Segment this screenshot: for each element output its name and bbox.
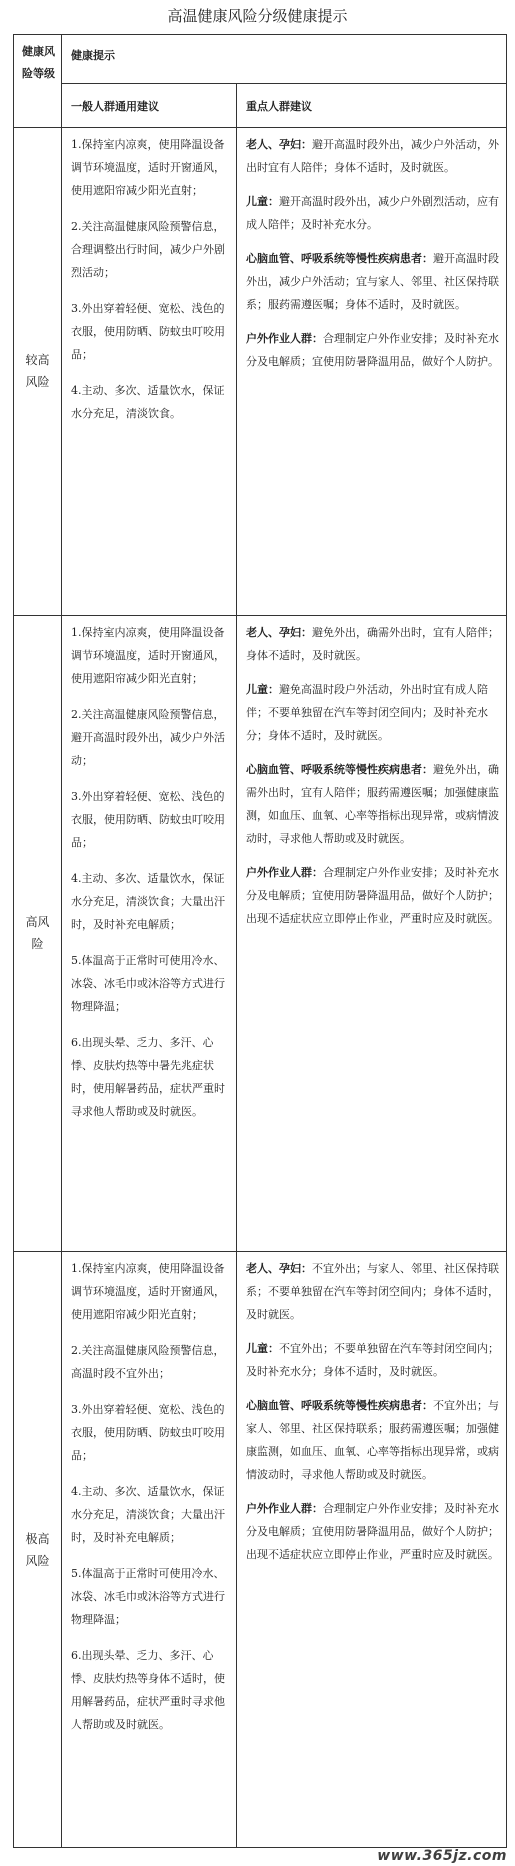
- group-advice: 不宜外出；与家人、邻里、社区保持联系；不要单独留在汽车等封闭空间内；身体不适时，及时就医。: [246, 1262, 499, 1321]
- key-advice-item: [246, 247, 500, 316]
- advice-item: 3.外出穿着轻便、宽松、浅色的衣服，使用防晒、防蚊虫叮咬用品；: [71, 790, 225, 849]
- key-advice-item: [246, 621, 500, 667]
- header-health-tips: 健康提示: [71, 49, 115, 62]
- general-advice-cell: [61, 617, 236, 1251]
- key-advice-item: [246, 327, 500, 373]
- advice-item: 3.外出穿着轻便、宽松、浅色的衣服，使用防晒、防蚊虫叮咬用品；: [71, 302, 225, 361]
- advice-item: 1.保持室内凉爽，使用降温设备调节环境温度，适时开窗通风，使用遮阳帘减少阳光直射；: [71, 138, 225, 197]
- key-advice-item: [246, 758, 500, 850]
- group-advice: 不宜外出；与家人、邻里、社区保持联系；服药需遵医嘱；加强健康监测，如血压、血氧、心率等指标出现异常，或病情波动时，寻求他人帮助或及时就医。: [246, 1399, 499, 1481]
- row-divider: [14, 615, 506, 616]
- general-advice-cell: [61, 129, 236, 615]
- group-advice: 避开高温时段外出，减少户外活动；宜与家人、邻里、社区保持联系；服药需遵医嘱；身体不适时，及时就医。: [246, 252, 499, 311]
- group-name: 心脑血管、呼吸系统等慢性疾病患者：: [246, 763, 433, 776]
- advice-item: 6.出现头晕、乏力、多汗、心悸、皮肤灼热等中暑先兆症状时，使用解暑药品，症状严重时寻求他人帮助或及时就医。: [71, 1036, 225, 1118]
- key-advice-item: [246, 190, 500, 236]
- risk-level-label: 较高风险: [25, 353, 50, 389]
- key-advice-cell: [236, 1253, 508, 1849]
- group-name: 儿童：: [246, 1342, 279, 1355]
- key-advice-item: [246, 1257, 500, 1326]
- key-advice-item: [246, 1497, 500, 1566]
- advice-item: 4.主动、多次、适量饮水，保证水分充足，清淡饮食；大量出汗时，及时补充电解质；: [71, 1485, 225, 1544]
- group-name: 儿童：: [246, 195, 279, 208]
- advice-item: 5.体温高于正常时可使用冷水、冰袋、冰毛巾或沐浴等方式进行物理降温；: [71, 1567, 225, 1626]
- site-watermark: www.365jz.com: [377, 1848, 507, 1864]
- row-divider: [14, 127, 506, 128]
- group-name: 老人、孕妇：: [246, 138, 312, 151]
- key-advice-item: [246, 861, 500, 930]
- advice-item: 2.关注高温健康风险预警信息，高温时段不宜外出；: [71, 1344, 225, 1380]
- key-advice-item: [246, 1337, 500, 1383]
- key-advice-item: [246, 133, 500, 179]
- page-title: 高温健康风险分级健康提示: [167, 7, 348, 25]
- general-advice-cell: [61, 1253, 236, 1849]
- group-advice: 避开高温时段外出，减少户外活动，外出时宜有人陪伴；身体不适时，及时就医。: [246, 138, 499, 174]
- key-advice-item: [246, 1394, 500, 1486]
- group-advice: 合理制定户外作业安排；及时补充水分及电解质；宜使用防暑降温用品，做好个人防护；出现不适症状应立即停止作业，严重时应及时就医。: [246, 1502, 499, 1561]
- advice-item: 4.主动、多次、适量饮水，保证水分充足，清淡饮食；大量出汗时，及时补充电解质；: [71, 872, 225, 931]
- advice-item: 2.关注高温健康风险预警信息，合理调整出行时间，减少户外剧烈活动；: [71, 220, 225, 279]
- advice-item: 2.关注高温健康风险预警信息，避开高温时段外出，减少户外活动；: [71, 708, 225, 767]
- group-name: 户外作业人群：: [246, 332, 323, 345]
- group-advice: 避免外出，确需外出时，宜有人陪伴；服药需遵医嘱；加强健康监测，如血压、血氧、心率等指标出现异常，或病情波动时，寻求他人帮助或及时就医。: [246, 763, 499, 845]
- group-advice: 合理制定户外作业安排；及时补充水分及电解质；宜使用防暑降温用品，做好个人防护；出现不适症状应立即停止作业，严重时应及时就医。: [246, 866, 499, 925]
- health-tips-table: [13, 34, 507, 1848]
- group-name: 老人、孕妇：: [246, 626, 312, 639]
- advice-item: 1.保持室内凉爽，使用降温设备调节环境温度，适时开窗通风，使用遮阳帘减少阳光直射；: [71, 1262, 225, 1321]
- risk-level-label: 高风险: [25, 915, 50, 951]
- row-divider: [14, 1251, 506, 1252]
- advice-item: 4.主动、多次、适量饮水，保证水分充足，清淡饮食。: [71, 384, 225, 420]
- group-advice: 合理制定户外作业安排；及时补充水分及电解质；宜使用防暑降温用品，做好个人防护。: [246, 332, 499, 368]
- group-advice: 避免高温时段户外活动，外出时宜有成人陪伴；不要单独留在汽车等封闭空间内；及时补充水分；身体不适时，及时就医。: [246, 683, 488, 742]
- advice-item: 6.出现头晕、乏力、多汗、心悸、皮肤灼热等身体不适时，使用解暑药品，症状严重时寻求他人帮助或及时就医。: [71, 1649, 225, 1731]
- group-name: 心脑血管、呼吸系统等慢性疾病患者：: [246, 252, 433, 265]
- group-advice: 避免外出，确需外出时，宜有人陪伴；身体不适时，及时就医。: [246, 626, 499, 662]
- advice-item: 1.保持室内凉爽，使用降温设备调节环境温度，适时开窗通风，使用遮阳帘减少阳光直射；: [71, 626, 225, 685]
- group-name: 户外作业人群：: [246, 866, 323, 879]
- group-advice: 不宜外出；不要单独留在汽车等封闭空间内；及时补充水分；身体不适时，及时就医。: [246, 1342, 499, 1378]
- group-name: 儿童：: [246, 683, 279, 696]
- key-advice-cell: [236, 129, 508, 615]
- header-risk-level: 健康风险等级: [22, 45, 55, 80]
- header-key-advice: 重点人群建议: [246, 100, 312, 113]
- advice-item: 5.体温高于正常时可使用冷水、冰袋、冰毛巾或沐浴等方式进行物理降温；: [71, 954, 225, 1013]
- group-name: 心脑血管、呼吸系统等慢性疾病患者：: [246, 1399, 433, 1412]
- risk-level-label: 极高风险: [25, 1532, 50, 1568]
- group-advice: 避开高温时段外出，减少户外剧烈活动，应有成人陪伴；及时补充水分。: [246, 195, 499, 231]
- group-name: 老人、孕妇：: [246, 1262, 312, 1275]
- advice-item: 3.外出穿着轻便、宽松、浅色的衣服，使用防晒、防蚊虫叮咬用品；: [71, 1403, 225, 1462]
- key-advice-cell: [236, 617, 508, 1251]
- group-name: 户外作业人群：: [246, 1502, 323, 1515]
- header-general-advice: 一般人群通用建议: [71, 100, 159, 113]
- key-advice-item: [246, 678, 500, 747]
